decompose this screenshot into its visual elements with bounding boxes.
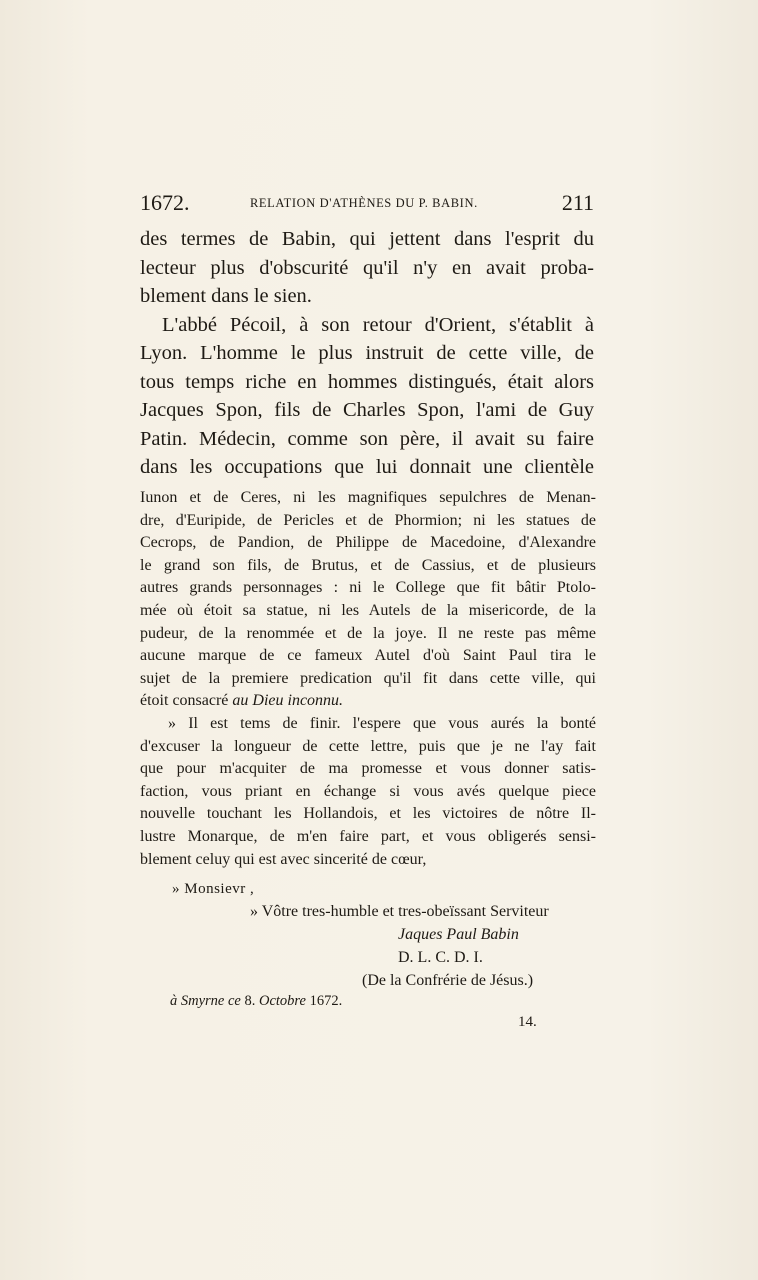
quote-line: d'excuser la longueur de cette lettre, puis que je ne l'ay fait bbox=[140, 737, 596, 755]
quote-line: dre, d'Euripide, de Pericles et de Phormion; ni les statues de bbox=[140, 511, 596, 529]
header-year: 1672. bbox=[140, 190, 190, 215]
text-line: blement dans le sien. bbox=[140, 285, 312, 307]
text-line: tous temps riche en hommes distingués, était alors bbox=[140, 370, 594, 393]
quote-line-text: étoit consacré bbox=[140, 692, 233, 710]
dateline-month: Octobre bbox=[258, 993, 306, 1009]
quote-line: Iunon et de Ceres, ni les magnifiques sepulchres de Menan- bbox=[140, 489, 596, 506]
page-number: 211 bbox=[561, 190, 594, 215]
quote-line: » Il est tems de finir. l'espere que vous aurés la bonté bbox=[168, 714, 596, 732]
text-line: L'abbé Pécoil, à son retour d'Orient, s'établit à bbox=[162, 313, 594, 336]
quote-line: lustre Monarque, de m'en faire part, et vous obligerés sensi- bbox=[140, 827, 596, 845]
author-name: Jaques Paul Babin bbox=[398, 926, 519, 943]
quote-line: mée où étoit sa statue, ni les Autels de la misericorde, de la bbox=[140, 601, 596, 619]
quote-line: nouvelle touchant les Hollandois, et les victoires de nôtre Il- bbox=[140, 805, 596, 823]
text-line: des termes de Babin, qui jettent dans l'esprit du bbox=[140, 228, 594, 250]
quote-line: autres grands personnages : ni le College que fit bâtir Ptolo- bbox=[140, 579, 596, 597]
quote-line: sujet de la premiere predication qu'il fit dans cette ville, qui bbox=[140, 669, 596, 687]
text-line: lecteur plus d'obscurité qu'il n'y en avait proba- bbox=[140, 256, 594, 279]
quote-line: que pour m'acquiter de ma promesse et vous donner satis- bbox=[140, 760, 596, 778]
dateline-place: à Smyrne ce bbox=[170, 993, 241, 1009]
signature-mark: 14. bbox=[518, 1014, 537, 1030]
page-header bbox=[140, 190, 594, 220]
text-line: dans les occupations que lui donnait une clientèle bbox=[140, 456, 594, 478]
text-line: Lyon. L'homme le plus instruit de cette ville, de bbox=[140, 342, 594, 364]
quote-line: aucune marque de ce fameux Autel d'où Saint Paul tira le bbox=[140, 647, 596, 665]
text-line: Patin. Médecin, comme son père, il avait su faire bbox=[140, 427, 594, 450]
running-title: RELATION D'ATHÈNES DU P. BABIN. bbox=[250, 196, 478, 210]
quote-line: pudeur, de la renommée et de la joye. Il ne reste pas même bbox=[140, 624, 596, 642]
quoted-letter bbox=[140, 487, 596, 871]
quote-line: faction, vous priant en échange si vous avés quelque piece bbox=[140, 782, 596, 800]
quote-line bbox=[140, 690, 596, 713]
author-initials: D. L. C. D. I. bbox=[398, 949, 483, 966]
salutation: » Monsievr , bbox=[172, 881, 255, 897]
author-order: (De la Confrérie de Jésus.) bbox=[362, 972, 534, 989]
quote-line: le grand son fils, de Brutus, et de Cassius, et de plusieurs bbox=[140, 556, 596, 574]
text-line: Jacques Spon, fils de Charles Spon, l'ami de Guy bbox=[140, 399, 594, 421]
quote-italic-phrase: au Dieu inconnu. bbox=[232, 692, 344, 710]
quote-line: Cecrops, de Pandion, de Philippe de Macedoine, d'Alexandre bbox=[140, 534, 596, 552]
dateline-day: 8. bbox=[240, 993, 259, 1009]
dateline bbox=[170, 993, 342, 1010]
quote-line: blement celuy qui est avec sincerité de cœur, bbox=[140, 850, 427, 868]
main-text bbox=[140, 225, 594, 482]
dateline-year: 1672. bbox=[305, 993, 343, 1009]
closing-formula: » Vôtre tres-humble et tres-obeïssant Serviteur bbox=[250, 903, 549, 920]
